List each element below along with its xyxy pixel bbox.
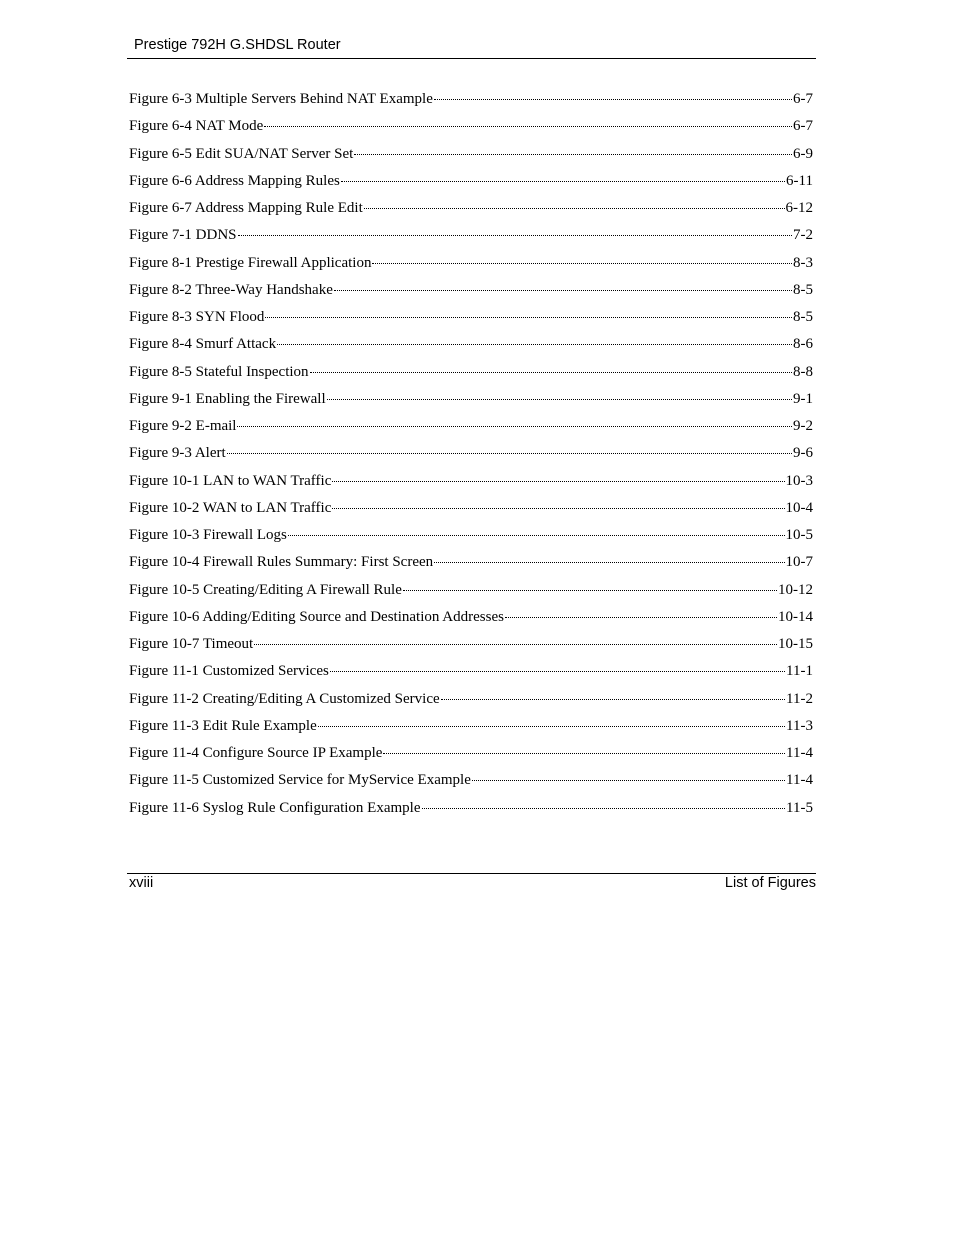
section-title: List of Figures [724, 875, 816, 891]
toc-dot-leader [505, 617, 777, 618]
toc-entry-page: 11-3 [786, 717, 813, 734]
toc-entry[interactable] [129, 633, 813, 660]
list-of-figures [129, 88, 813, 824]
toc-entry[interactable] [129, 579, 813, 606]
toc-dot-leader [332, 481, 784, 482]
toc-entry-page: 10-12 [778, 581, 813, 598]
toc-entry[interactable] [129, 197, 813, 224]
toc-entry[interactable] [129, 606, 813, 633]
toc-dot-leader [332, 508, 784, 509]
toc-dot-leader [434, 99, 792, 100]
toc-dot-leader [330, 671, 785, 672]
toc-entry-label: Figure 8-1 Prestige Firewall Application [129, 254, 372, 271]
toc-entry-label: Figure 8-2 Three-Way Handshake [129, 281, 333, 298]
toc-entry[interactable] [129, 551, 813, 578]
toc-entry-label: Figure 10-1 LAN to WAN Traffic [129, 472, 332, 489]
toc-entry-page: 11-4 [786, 745, 813, 761]
toc-entry-page: 11-1 [786, 663, 813, 680]
toc-entry[interactable] [129, 143, 813, 170]
toc-entry[interactable] [129, 524, 813, 551]
toc-entry-page: 11-2 [786, 690, 813, 707]
toc-entry-page: 6-12 [785, 200, 813, 216]
toc-entry-label: Figure 10-6 Adding/Editing Source and Destination Addresses [129, 608, 504, 625]
toc-entry-label: Figure 10-7 Timeout [129, 636, 254, 652]
toc-entry[interactable] [129, 797, 813, 824]
toc-dot-leader [310, 372, 792, 373]
toc-dot-leader [237, 426, 792, 427]
toc-entry[interactable] [129, 660, 813, 687]
header-rule [127, 58, 816, 59]
toc-entry[interactable] [129, 769, 813, 796]
toc-entry[interactable] [129, 115, 813, 142]
toc-entry-page: 6-11 [786, 172, 813, 189]
toc-entry-label: Figure 8-3 SYN Flood [129, 309, 265, 325]
toc-entry-label: Figure 9-1 Enabling the Firewall [129, 390, 326, 407]
toc-entry-page: 10-15 [778, 636, 813, 652]
document-title: Prestige 792H G.SHDSL Router [134, 37, 341, 53]
toc-entry-label: Figure 11-6 Syslog Rule Configuration Example [129, 799, 421, 816]
toc-entry-page: 6-7 [793, 91, 813, 107]
toc-entry-page: 7-2 [793, 227, 813, 244]
toc-entry[interactable] [129, 470, 813, 497]
toc-dot-leader [318, 726, 785, 727]
toc-dot-leader [422, 808, 786, 809]
toc-entry-page: 10-14 [778, 608, 813, 625]
toc-dot-leader [354, 154, 792, 155]
toc-dot-leader [341, 181, 785, 182]
toc-dot-leader [238, 235, 793, 236]
toc-dot-leader [472, 780, 785, 781]
toc-entry-label: Figure 6-5 Edit SUA/NAT Server Set [129, 145, 354, 162]
toc-entry-page: 11-4 [786, 772, 813, 789]
toc-entry[interactable] [129, 715, 813, 742]
toc-entry-label: Figure 8-5 Stateful Inspection [129, 363, 309, 380]
toc-entry-label: Figure 10-4 Firewall Rules Summary: First Screen [129, 554, 434, 571]
toc-entry-label: Figure 10-3 Firewall Logs [129, 527, 287, 543]
toc-dot-leader [372, 263, 792, 264]
toc-entry-page: 9-2 [793, 418, 813, 434]
toc-entry[interactable] [129, 742, 813, 769]
toc-dot-leader [364, 208, 785, 209]
toc-entry-label: Figure 6-4 NAT Mode [129, 118, 264, 135]
toc-dot-leader [403, 590, 777, 591]
toc-entry[interactable] [129, 688, 813, 715]
toc-dot-leader [383, 753, 785, 754]
toc-entry[interactable] [129, 497, 813, 524]
toc-entry-page: 11-5 [786, 799, 813, 816]
toc-dot-leader [227, 453, 792, 454]
toc-entry-label: Figure 9-3 Alert [129, 445, 226, 462]
page-number: xviii [129, 875, 154, 891]
toc-entry[interactable] [129, 442, 813, 469]
toc-entry-page: 10-7 [785, 554, 813, 571]
toc-entry-page: 10-3 [785, 472, 813, 489]
toc-entry-label: Figure 10-5 Creating/Editing A Firewall Rule [129, 581, 402, 598]
toc-entry-page: 10-4 [785, 499, 813, 516]
toc-entry-label: Figure 11-3 Edit Rule Example [129, 717, 317, 734]
toc-entry[interactable] [129, 224, 813, 251]
toc-entry-label: Figure 11-2 Creating/Editing A Customized Service [129, 690, 440, 707]
toc-entry-page: 8-5 [793, 281, 813, 298]
toc-entry-label: Figure 8-4 Smurf Attack [129, 336, 277, 353]
toc-dot-leader [254, 644, 777, 645]
toc-entry-label: Figure 11-1 Customized Services [129, 663, 329, 680]
toc-dot-leader [264, 126, 792, 127]
toc-entry-label: Figure 11-5 Customized Service for MyService Example [129, 772, 471, 789]
toc-dot-leader [334, 290, 792, 291]
toc-entry-page: 8-6 [793, 336, 813, 353]
toc-entry[interactable] [129, 415, 813, 442]
toc-entry-label: Figure 9-2 E-mail [129, 418, 237, 434]
toc-entry-page: 6-7 [793, 118, 813, 135]
toc-entry[interactable] [129, 88, 813, 115]
toc-entry-label: Figure 10-2 WAN to LAN Traffic [129, 499, 332, 516]
toc-dot-leader [288, 535, 785, 536]
toc-entry-label: Figure 6-6 Address Mapping Rules [129, 172, 340, 189]
toc-dot-leader [327, 399, 792, 400]
footer-rule [127, 873, 816, 874]
toc-entry-page: 8-5 [793, 309, 813, 325]
toc-entry-page: 8-8 [793, 363, 813, 380]
toc-entry-page: 10-5 [785, 527, 813, 543]
toc-dot-leader [277, 344, 792, 345]
toc-entry-page: 9-1 [793, 390, 813, 407]
toc-entry[interactable] [129, 306, 813, 333]
toc-dot-leader [265, 317, 792, 318]
toc-entry[interactable] [129, 279, 813, 306]
toc-entry[interactable] [129, 252, 813, 279]
toc-dot-leader [434, 562, 784, 563]
toc-entry[interactable] [129, 170, 813, 197]
toc-dot-leader [441, 699, 785, 700]
toc-entry-label: Figure 11-4 Configure Source IP Example [129, 745, 383, 761]
toc-entry[interactable] [129, 361, 813, 388]
toc-entry-label: Figure 7-1 DDNS [129, 227, 237, 244]
toc-entry-label: Figure 6-7 Address Mapping Rule Edit [129, 200, 363, 216]
toc-entry[interactable] [129, 333, 813, 360]
toc-entry[interactable] [129, 388, 813, 415]
toc-entry-page: 8-3 [793, 254, 813, 271]
toc-entry-page: 6-9 [793, 145, 813, 162]
toc-entry-label: Figure 6-3 Multiple Servers Behind NAT Example [129, 91, 433, 107]
toc-entry-page: 9-6 [793, 445, 813, 462]
